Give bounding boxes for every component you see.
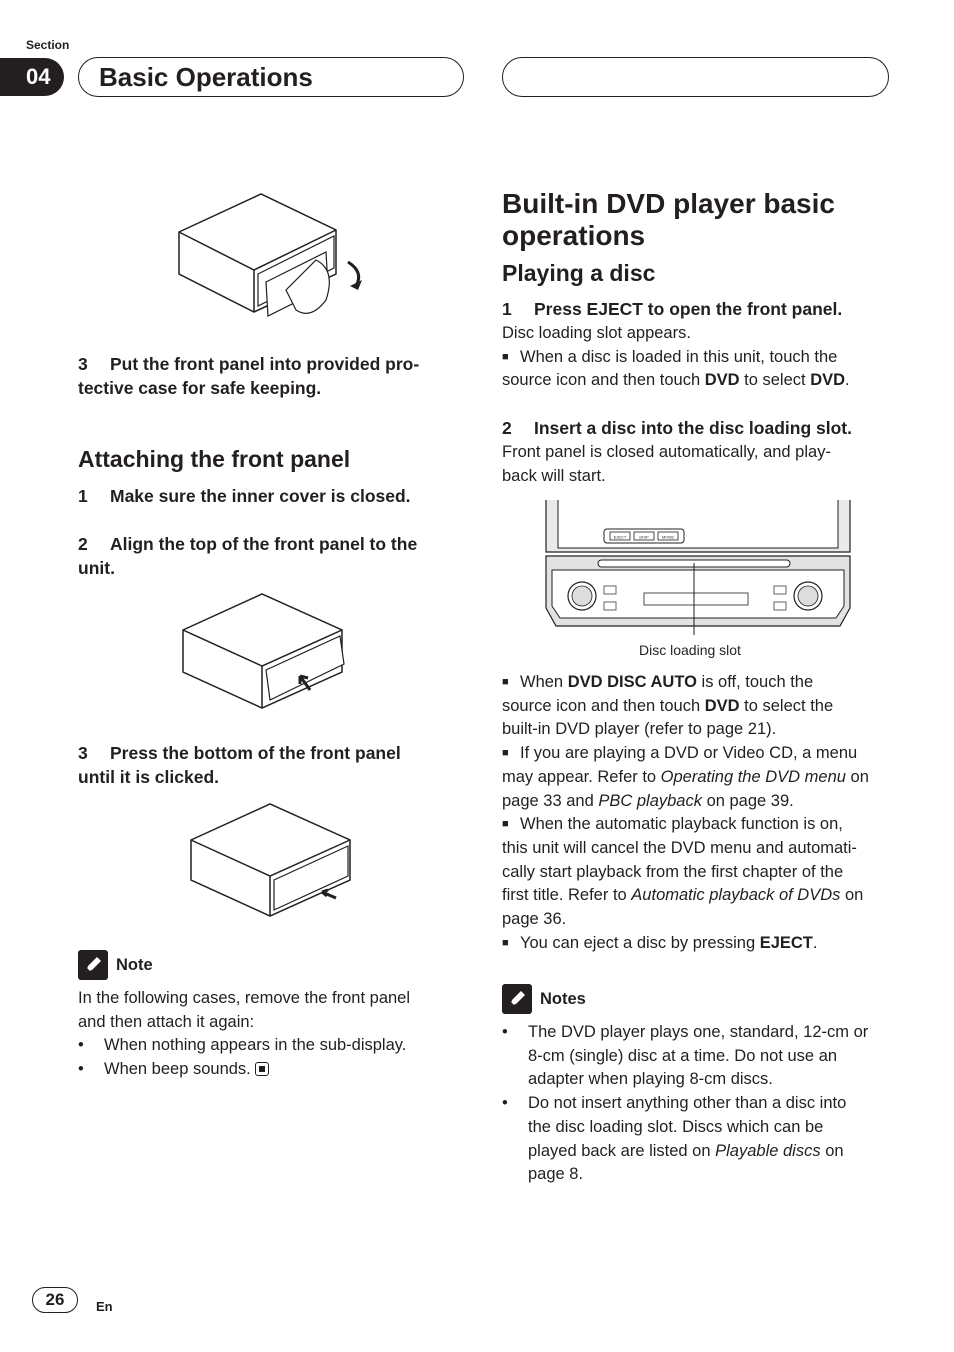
square-bullet-icon: ■ [502,350,509,363]
dvd-unit-illustration [540,500,860,635]
play-step-2: 2 Insert a disc into the disc loading slot. [502,418,852,438]
note-bullet: • When beep sounds. [78,1058,458,1082]
note-header: Note [78,950,153,980]
playing-disc-heading: Playing a disc [502,260,656,286]
header-blank-pill [502,57,889,97]
section-number-badge: 04 [0,58,64,96]
pencil-icon [502,984,532,1014]
disp-button: DISP [639,534,649,540]
pencil-icon [78,950,108,980]
eject-button: EJECT [613,534,627,540]
section-label: Section [26,38,70,52]
main-heading: Built-in DVD player basic operations [502,188,835,251]
press-panel-illustration [188,800,358,920]
note-body: In the following cases, remove the front panel and then attach it again: • When nothing appears in the sub-display. • When beep sounds. [78,987,458,1082]
align-panel-illustration [180,590,360,720]
play-step-2-desc: Front panel is closed automatically, and play- back will start. [502,443,831,485]
end-mark-icon [255,1062,269,1076]
attach-step-1: 1 Make sure the inner cover is closed. [78,486,411,506]
mode-button: MODE [662,534,674,540]
figure-caption: Disc loading slot [639,642,741,658]
language-label: En [96,1299,113,1314]
square-bullet-icon: ■ [502,818,509,831]
remove-panel-illustration [176,190,376,330]
play-bullets: ■ When DVD DISC AUTO is off, touch the source icon and then touch DVD to select the built-in DVD player (refer to page 21). ■ If you are playing a DVD or Video CD, a menu may appear. Refer to Operating the DVD menu on page 33 and PBC playback on page 39. ■ When the automatic playback function is on, this unit will cancel the DVD menu and automati- cally start playback from the first chapter of the first title. Refer to Automatic playback of DVDs on page 36. ■ You can eject a disc by pressing EJECT. [502,671,902,955]
attach-step-2: 2 Align the top of the front panel to the unit. [78,534,418,578]
notes-header: Notes [502,984,586,1014]
page-number: 26 [32,1287,78,1313]
notes-item: • The DVD player plays one, standard, 12-cm or 8-cm (single) disc at a time. Do not use an adapter when playing 8-cm discs. [502,1023,869,1089]
attach-step-3: 3 Press the bottom of the front panel until it is clicked. [78,743,401,787]
attach-heading: Attaching the front panel [78,446,351,472]
case-step: 3 Put the front panel into provided pro- tective case for safe keeping. [78,354,420,398]
square-bullet-icon: ■ [502,936,509,949]
page-title: Basic Operations [78,57,464,97]
square-bullet-icon: ■ [502,747,509,760]
notes-item: • Do not insert anything other than a disc into the disc loading slot. Discs which can be played back are listed on Playable discs on page 8. [502,1094,847,1184]
play-step-1-desc: Disc loading slot appears. ■ When a disc is loaded in this unit, touch the source icon and then touch DVD to select DVD. [502,324,850,390]
square-bullet-icon: ■ [502,676,509,688]
notes-body [502,1021,902,1187]
play-step-1: 1 Press EJECT to open the front panel. [502,299,843,319]
note-bullet: • When nothing appears in the sub-display. [78,1036,407,1055]
